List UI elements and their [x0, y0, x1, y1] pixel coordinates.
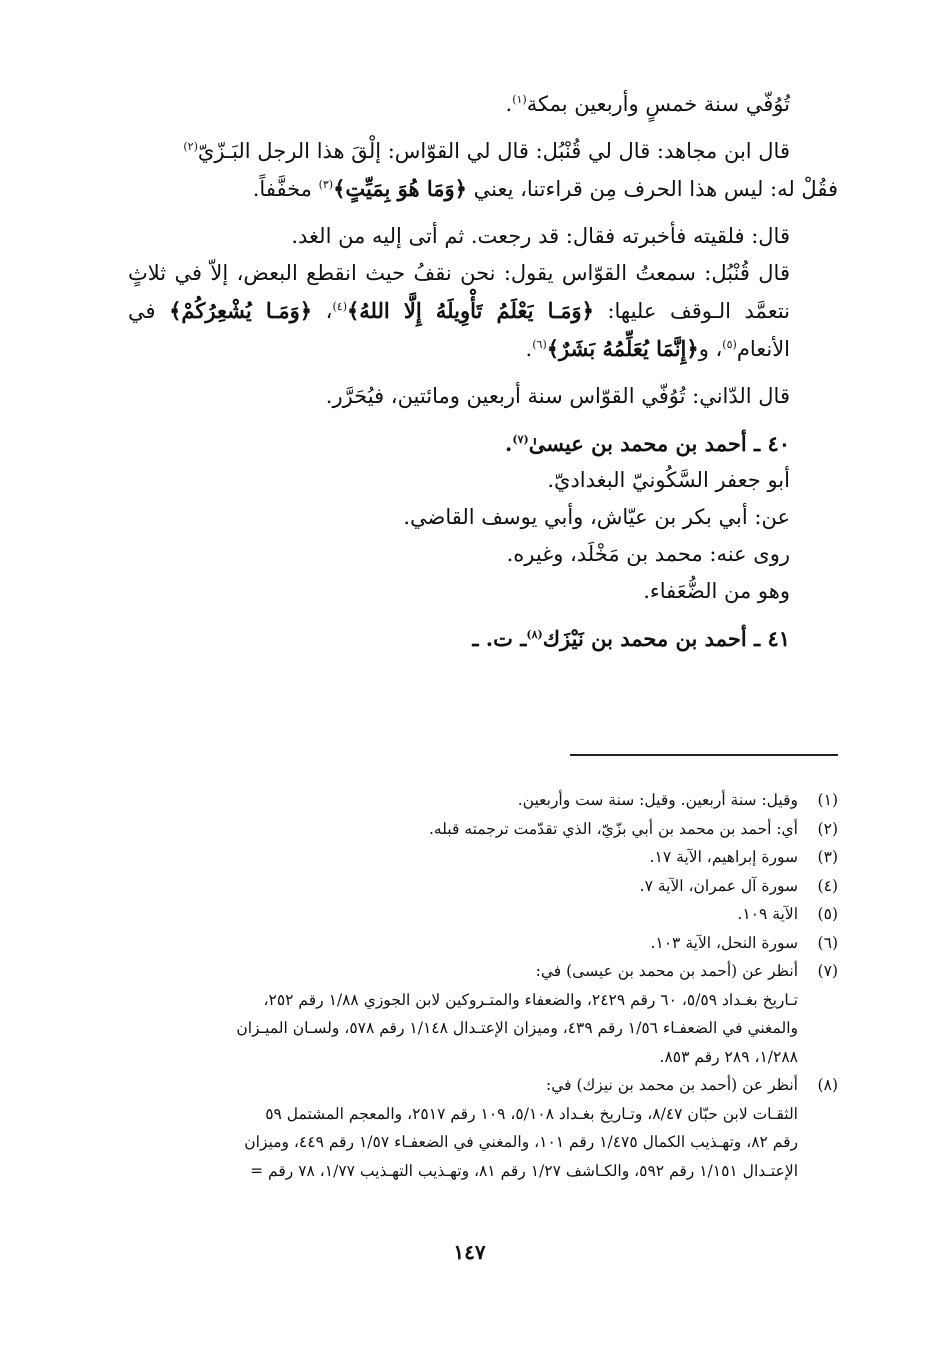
- footnote-ref[interactable]: (٨): [526, 628, 543, 641]
- paragraph-text: قال قُنْبُل: سمعتُ القوّاس يقول: نحن نقفُ حيث انقطع البعض، إلاّ في ثلاثٍ نتعمَّد الـوقف عليها:: [128, 261, 791, 323]
- footnote-number: (٦): [817, 933, 838, 952]
- footnote-item: [128, 957, 838, 1071]
- paragraph-waqf: [128, 255, 838, 368]
- footnote-separator: [570, 754, 838, 756]
- paragraph-text: قال: فلقيته فأخبرته فقال: قد رجعت. ثم أتى إليه من الغد.: [291, 224, 790, 248]
- footnote-item: [128, 1071, 838, 1185]
- footnote-line: تـاريخ بغـداد ٥/٥٩، ٦٠ رقم ٢٤٢٩، والضعفاء والمتـروكين لابن الجوزي ١/٨٨ رقم ٢٥٢،: [263, 990, 798, 1009]
- footnote-item: [128, 843, 838, 872]
- footnote-ref[interactable]: (٣): [318, 178, 334, 191]
- footnote-ref[interactable]: (٢): [183, 140, 198, 153]
- entry-heading-40: [128, 425, 838, 462]
- paragraph-qul-lahu: [128, 170, 838, 208]
- paragraph-text: ، و: [698, 337, 723, 361]
- paragraph-met-him: [128, 218, 838, 255]
- quran-verse: ﴿وَمَـا يَعْلَمُ تَأْوِيلَهُ إِلَّا اللهُ﴾: [346, 298, 594, 323]
- footnote-item: [128, 900, 838, 929]
- entry-title: ٤٠ ـ أحمد بن محمد بن عيسىٰ: [528, 431, 790, 456]
- footnote-number: (٥): [817, 905, 838, 923]
- paragraph-text: وهو من الضُّعَفاء.: [643, 579, 790, 603]
- punctuation: .: [505, 92, 513, 116]
- quran-verse: ﴿وَمَا هُوَ بِمَيِّتٍ﴾: [333, 176, 467, 201]
- paragraph-text: قال الدّاني: تُوُفّي القوّاس سنة أربعين ومائتين، فيُحَرَّر.: [325, 384, 790, 408]
- footnote-text: سورة النحل، الآية ١٠٣.: [650, 933, 798, 952]
- footnote-item: [128, 872, 838, 901]
- quran-verse: ﴿وَمَـا يُشْعِرُكُمْ﴾: [169, 298, 313, 323]
- footnote-ref[interactable]: (٤): [332, 300, 347, 313]
- entry-marker: ـ ت. ـ: [472, 626, 527, 651]
- footnote-item: [128, 815, 838, 844]
- footnote-number: (١): [817, 791, 838, 809]
- footnotes: [128, 786, 838, 1185]
- footnote-text: سورة إبراهيم، الآية ١٧.: [649, 848, 798, 866]
- footnote-line: رقم ٨٢، وتهـذيب الكمال ١/٤٧٥ رقم ١٠١، والمغني في الضعفـاء ١/٥٧ رقم ٤٤٩، وميزان: [244, 1133, 798, 1151]
- footnote-number: (٧): [817, 962, 838, 980]
- footnote-text: الآية ١٠٩.: [737, 905, 798, 923]
- footnote-number: (٤): [817, 876, 838, 895]
- paragraph-text: تُوُفّي سنة خمسٍ وأربعين بمكة: [526, 92, 790, 116]
- footnote-number: (٢): [817, 819, 838, 838]
- footnote-ref[interactable]: (٥): [722, 338, 737, 351]
- footnote-item: [128, 786, 838, 815]
- punctuation: .: [525, 337, 533, 361]
- footnote-line: ١/٢٨٨، ٢٨٩ رقم ٨٥٣.: [659, 1047, 798, 1066]
- paragraph-text: عن: أبي بكر بن عيّاش، وأبي يوسف القاضي.: [403, 505, 790, 529]
- paragraph-text: روى عنه: محمد بن مَخْلَد، وغيره.: [506, 542, 790, 566]
- footnote-ref[interactable]: (٧): [512, 433, 529, 446]
- paragraph-text: في الأنعام: [128, 299, 790, 361]
- page-number: ١٤٧: [453, 1240, 486, 1264]
- paragraph-text: أبو جعفر السَّكُونيّ البغداديّ.: [547, 468, 790, 492]
- paragraph-text: فقُلْ له: ليس هذا الحرف مِن قراءتنا، يعني: [466, 177, 838, 201]
- paragraph-death-year: [128, 86, 838, 123]
- paragraph-text: قال ابن مجاهد: قال لي قُنْبُل: قال لي القوّاس: إلْقَ هذا الرجل البَـزّيّ: [197, 139, 790, 163]
- paragraph-weak: [128, 573, 838, 610]
- footnote-heading: أنظر عن (أحمد بن محمد بن نيزك) في:: [545, 1076, 798, 1094]
- main-text: [128, 86, 838, 657]
- paragraph-text: مخفَّفاً.: [252, 177, 319, 201]
- footnote-ref[interactable]: (١): [512, 93, 527, 106]
- footnote-line: والمغني في الضعفـاء ١/٥٦ رقم ٤٣٩، وميزان الإعتـدال ١/١٤٨ رقم ٥٧٨، ولسـان الميـزان: [236, 1019, 798, 1037]
- footnote-item: [128, 929, 838, 958]
- footnote-number: (٨): [817, 1076, 838, 1094]
- punctuation: .: [505, 431, 513, 456]
- punctuation: ،: [312, 299, 333, 323]
- paragraph-dani: [128, 378, 838, 415]
- footnote-number: (٣): [817, 848, 838, 866]
- footnote-line: الإعتـدال ١/١٥١ رقم ٥٩٢، والكـاشف ١/٢٧ رقم ٨١، وتهـذيب التهـذيب ١/٧٧، ٧٨ رقم =: [250, 1161, 798, 1180]
- footnote-text: سورة آل عمران، الآية ٧.: [639, 876, 798, 895]
- footnote-body: [128, 1071, 798, 1185]
- footnote-heading: أنظر عن (أحمد بن محمد بن عيسى) في:: [535, 962, 798, 980]
- footnote-text: وقيل: سنة أربعين. وقيل: سنة ست وأربعين.: [517, 791, 798, 809]
- entry-title: ٤١ ـ أحمد بن محمد بن نَيْزَك: [542, 626, 790, 651]
- entry-heading-41: [128, 620, 838, 657]
- footnote-ref[interactable]: (٦): [532, 338, 547, 351]
- footnote-line: الثقـات لابن حبّان ٨/٤٧، وتـاريخ بغـداد ٥/١٠٨، ١٠٩ رقم ٢٥١٧، والمعجم المشتمل ٥٩: [265, 1104, 798, 1123]
- paragraph-kunya: [128, 462, 838, 499]
- paragraph-narrated-from: [128, 499, 838, 536]
- footnote-text: أي: أحمد بن محمد بن أبي بزّيّ، الذي تقدّمت ترجمته قبله.: [428, 819, 798, 838]
- paragraph-ibn-mujahid: [128, 133, 838, 170]
- footnote-body: [128, 957, 798, 1071]
- quran-verse: ﴿إِنَّمَا يُعَلِّمُهُ بَشَرٌ﴾: [546, 336, 699, 361]
- paragraph-narrators: [128, 536, 838, 573]
